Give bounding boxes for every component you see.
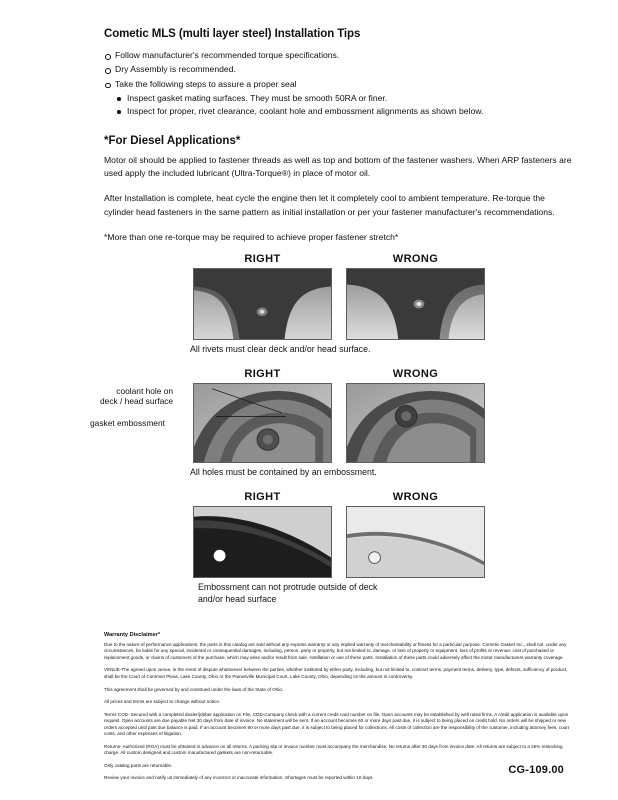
list-item: Inspect gasket mating surfaces. They must be smooth 50RA or finer. [115,92,574,105]
warranty-paragraph: This agreement shall be governed by and construed under the laws of the State of Ohio. [104,686,284,692]
figure-right-holes [193,368,332,463]
figure-wrong-rivets [346,253,485,340]
figure-section [90,253,574,606]
warranty-paragraph: Due to the nature of performance applications, the parts in this catalog are sold without any express warranty or any implied warranty of merchantability or fitness for a particular purpose. Cometic Gasket Inc., shall not, under any circumstances, be liable for any special, incidental or consequential damages, including, person, party or property, but not limited to, damage, or loss of property or equipment, loss of profits or revenue, cost of purchased or replacement goods, or claims of customers of the purchase, which may arise and/or result from sale, instillation or use of these parts. Installation of these parts could adversely affect the motor manufacturers warranty coverage. [104,641,567,660]
figure-row-protrusion [104,491,574,578]
figure-caption-3-line2: and/or head surface [198,594,277,605]
figure-image-wrong-holes [346,383,485,463]
figure-image-wrong-rivets [346,268,485,340]
figure-row-rivets [104,253,574,340]
callout-coolant-hole-line1: coolant hole on [116,386,174,397]
figure-label-right: RIGHT [244,491,281,504]
figure-label-wrong: WRONG [392,253,439,266]
document-number: CG-109.00 [508,764,564,776]
figure-image-right-holes [193,383,332,463]
figure-image-right-protrusion [193,506,332,578]
figure-right-rivets [193,253,332,340]
list-item [104,78,574,119]
diesel-heading: *For Diesel Applications* [104,134,241,147]
figure-row-holes [104,368,574,463]
figure-label-right: RIGHT [244,368,281,381]
list-item-label: Take the following steps to assure a proper seal [115,78,297,89]
warranty-paragraph: Terms COD- Secured with a completed dealer/jobber application on File, COD-Company check with a current credit card number on file. Open accounts may be established by well rated firms. A credit application is available upon request. Open accounts are due payable Net 30 days from date of invoice. No statement will be sent. If an account becomes 60 or more days past due, it is subject to being placed on credit hold. No orders will be shipped or new orders accepted until past due balance is paid. If an account becomes 90 or more days past due, it is subject to being placed for collections. All costs of collection are the responsibility of the customer, including attorney fees, court costs, and other expenses of litigation. [104,711,569,737]
figure-caption-3 [104,582,574,606]
figure-label-wrong: WRONG [392,368,439,381]
diesel-paragraph-3: *More than one re-torque may be required to achieve proper fastener stretch* [104,232,399,243]
figure-image-right-rivets [193,268,332,340]
figure-caption-3-line1: Embossment can not protrude outside of deck [198,582,378,593]
tips-sublist [115,92,574,119]
page-title: Cometic MLS (multi layer steel) Installation Tips [104,28,361,40]
list-item: Follow manufacturer's recommended torque specifications. [104,49,574,62]
warranty-heading: Warranty Disclaimer* [104,631,161,638]
diesel-paragraph-2: After Installation is complete, heat cycle the engine then let it completely cool to ambient temperature. Re-torque the cylinder head fasteners in the same pattern as initial installation or per your fastener manufacturer's recommendations. [104,193,555,218]
tips-list [104,49,574,119]
warranty-paragraph: VENUE-The agreed upon venue, in the event of dispute whatsoever between the parties, whether instituted by either party, including, but not limited to, contract terms, payment terms, delivery, type, defects, sufficiency of product, shall be the Court of Common Pleas, Lake County, Ohio or the Painesville Municipal Court, Lake County, Ohio, depending on the amount in controversy. [104,667,568,679]
figure-wrong-protrusion [346,491,485,578]
figure-right-protrusion [193,491,332,578]
list-item: Inspect for proper, rivet clearance, coolant hole and embossment alignments as shown below. [115,105,574,118]
figure-caption-2: All holes must be contained by an embossment. [190,467,377,478]
warranty-paragraph: Review your invoice and notify us immediately of any incorrect or inaccurate information. Shortages must be reported within 10 days. [104,775,374,781]
figure-wrong-holes [346,368,485,463]
callout-coolant-hole-line2: deck / head surface [100,396,174,407]
callout-gasket-embossment: gasket embossment [90,418,165,429]
warranty-paragraph: Only catalog parts are returnable. [104,762,173,768]
figure-label-right: RIGHT [244,253,281,266]
figure-label-wrong: WRONG [392,491,439,504]
warranty-section [104,632,574,782]
list-item: Dry Assembly is recommended. [104,63,574,76]
warranty-paragraph: All prices and terms are subject to change without notice. [104,699,221,705]
figure-image-wrong-protrusion [346,506,485,578]
figure-caption-1: All rivets must clear deck and/or head surface. [190,344,371,355]
warranty-paragraph: Returns- Authorized (RGA) must be obtained in advance on all returns. A packing slip or invoice number must accompany the merchandise. No returns after 30 days from invoice date. All returns are subject to a 25% restocking charge. All custom designed and custom manufactured gaskets are non-returnable. [104,743,563,756]
diesel-paragraph-1: Motor oil should be applied to fastener threads as well as top and bottom of the fastener washers. When ARP fasteners are used apply the included lubricant (Ultra-Torque®) in place of motor oil. [104,154,572,179]
